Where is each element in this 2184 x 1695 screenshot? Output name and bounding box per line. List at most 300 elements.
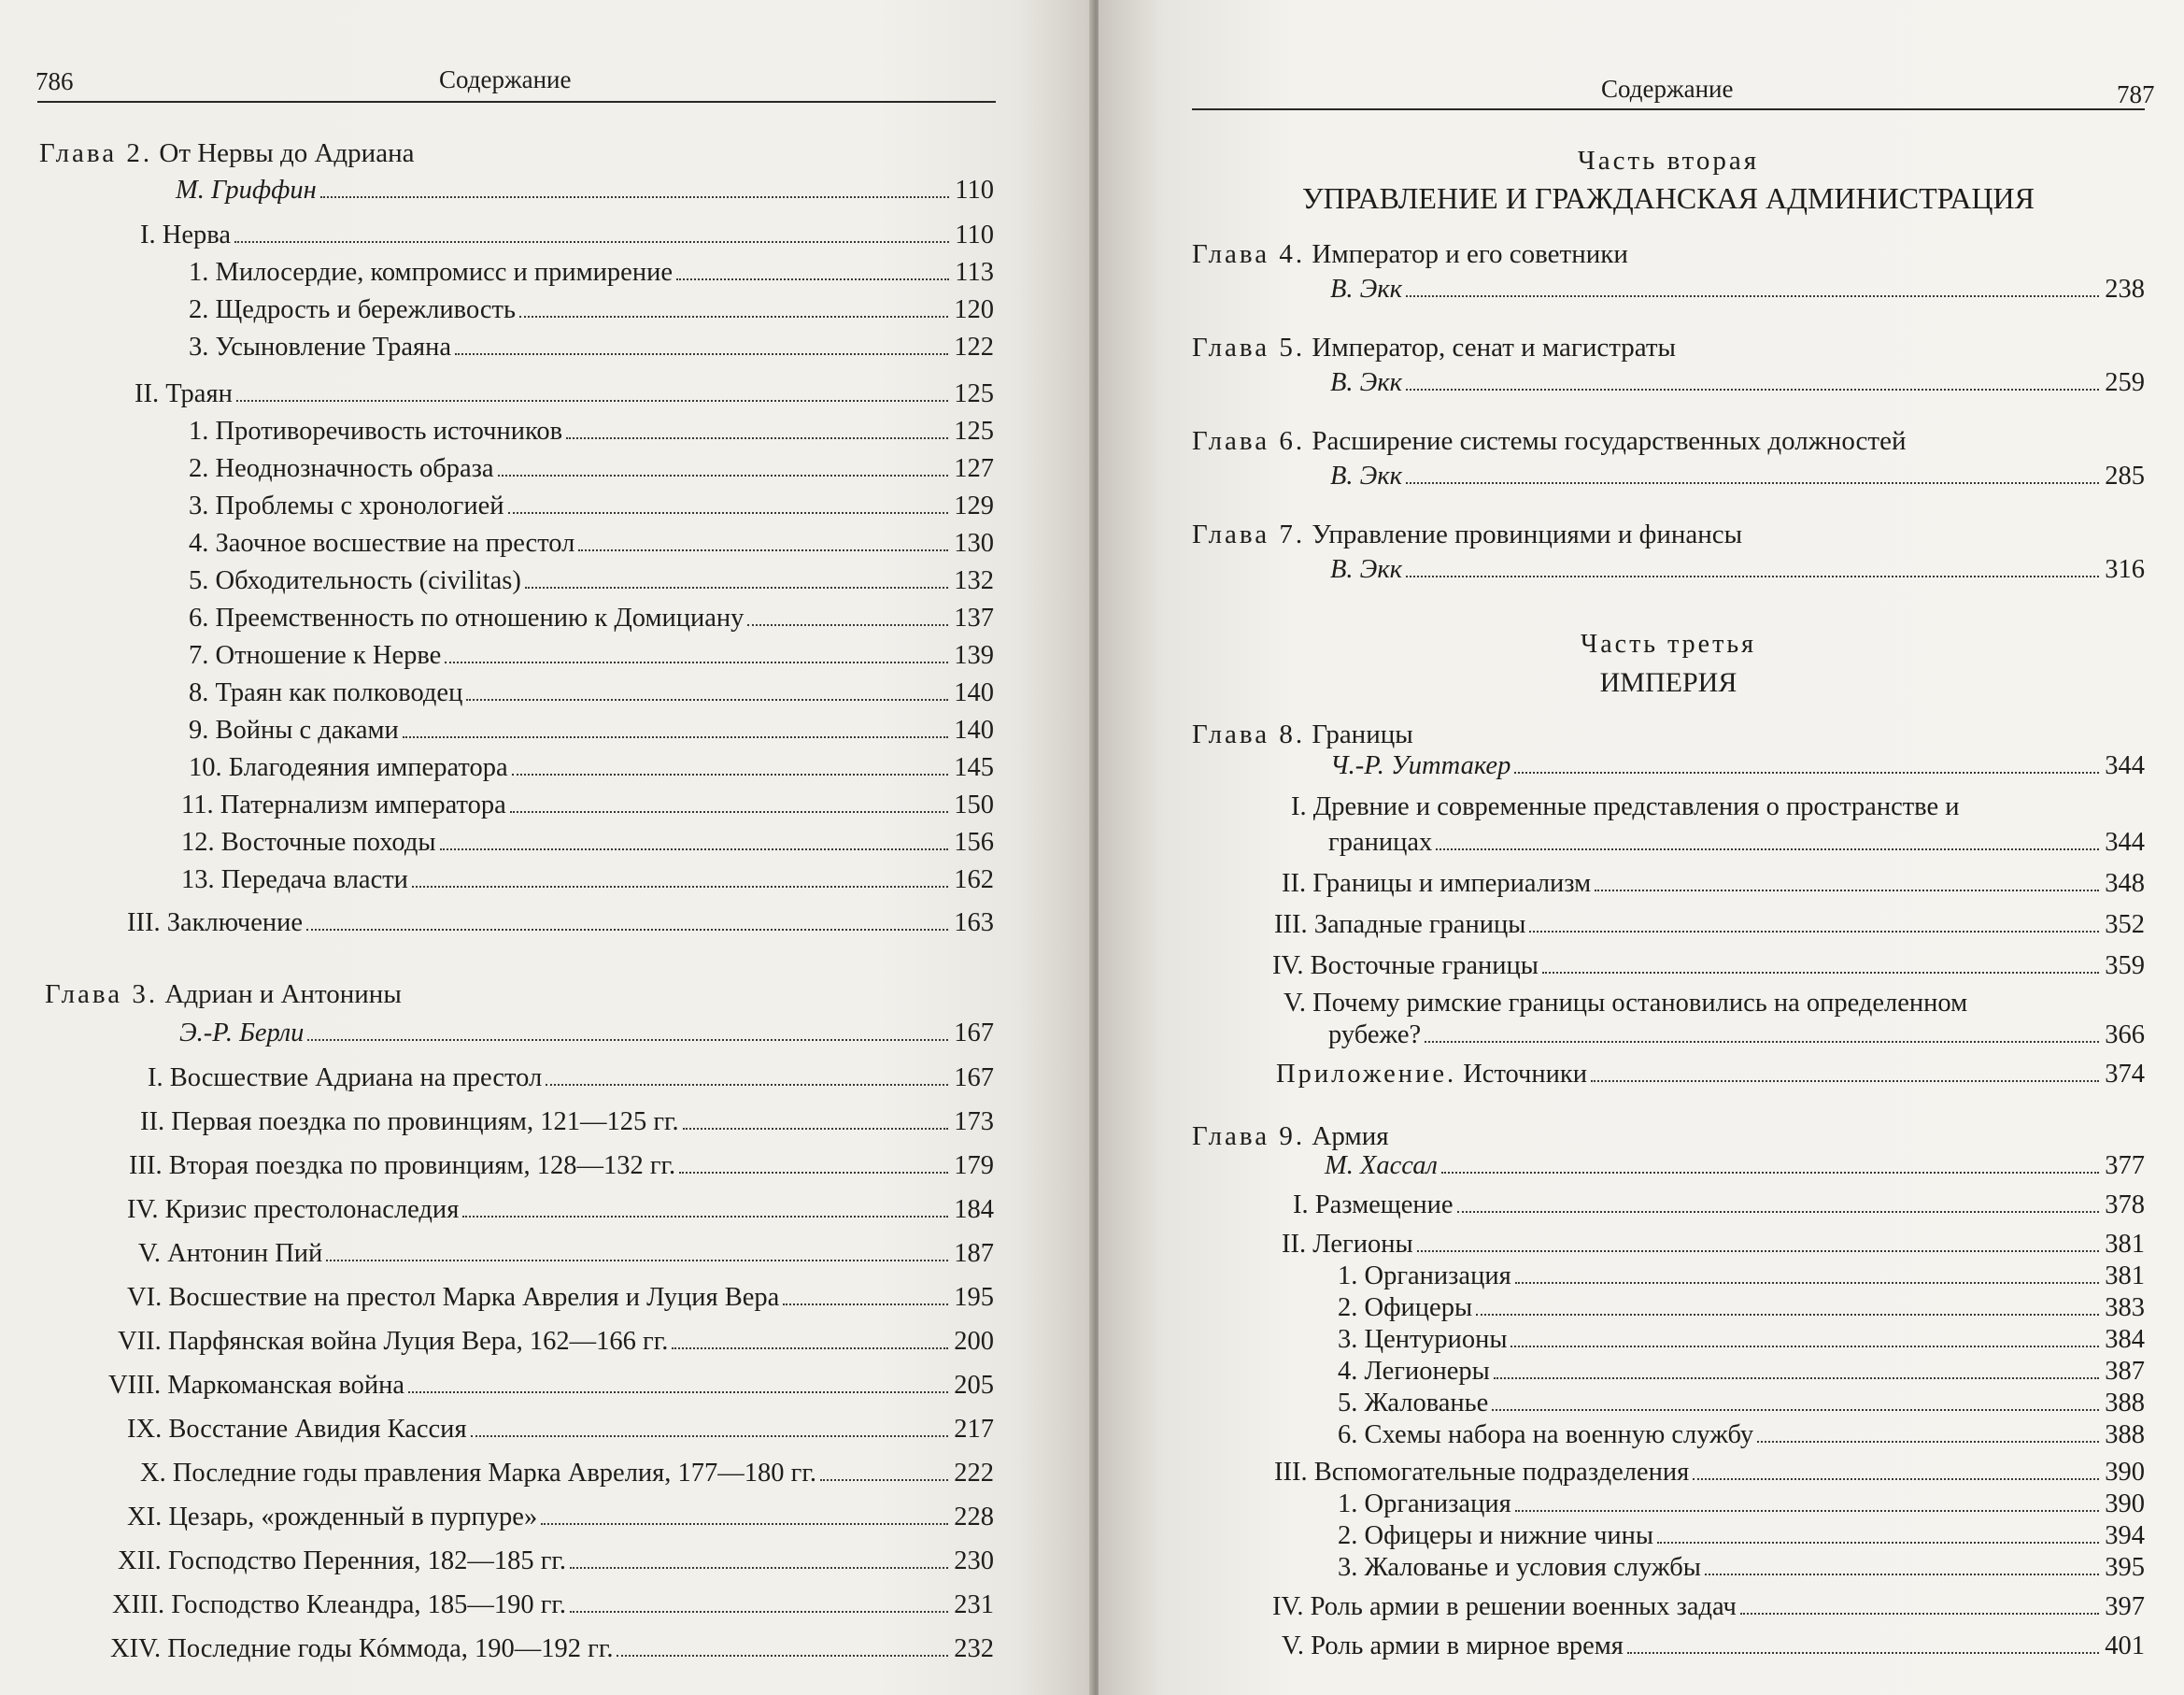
toc-entry[interactable] (1330, 462, 2145, 491)
toc-entry[interactable] (140, 1107, 994, 1137)
page-ref: 132 (954, 566, 994, 595)
entry-text: VI. (127, 1283, 163, 1312)
dot-leader (412, 886, 948, 888)
entry-text: 5. (1338, 1389, 1358, 1417)
toc-entry[interactable] (140, 221, 994, 250)
entry-text: IV. (127, 1195, 159, 1224)
entry-text: границах (1328, 828, 1433, 857)
entry-text: Западные границы (1313, 910, 1526, 939)
entry-text: Последние годы Кóммода, 190—192 гг. (167, 1634, 614, 1663)
entry-text (189, 566, 521, 596)
entry-text: II. (135, 379, 160, 408)
entry-text: III. (127, 908, 161, 937)
toc-entry[interactable] (1338, 1521, 2145, 1551)
entry-text: Границы и империализм (1312, 869, 1592, 898)
toc-entry[interactable] (138, 1239, 994, 1269)
toc-entry[interactable] (1330, 751, 2145, 781)
entry-text (1282, 869, 1591, 899)
entry-text: Схемы набора на военную службу (1364, 1420, 1754, 1449)
page-ref: 259 (2105, 368, 2145, 397)
page-ref: 195 (954, 1283, 994, 1312)
entry-text (110, 1634, 613, 1664)
entry-text (118, 1327, 668, 1357)
toc-entry[interactable] (189, 678, 994, 708)
page-ref: 344 (2105, 751, 2145, 780)
entry-text (1274, 1458, 1689, 1488)
page-ref: 228 (954, 1503, 994, 1531)
entry-text: 4. (189, 529, 209, 558)
page-ref: 125 (954, 417, 994, 446)
entry-text (1338, 1521, 1653, 1551)
chapter-heading (1192, 426, 1906, 457)
entry-text: I. (148, 1063, 163, 1092)
entry-text: Император и его советники (1312, 239, 1628, 269)
toc-entry[interactable] (118, 1546, 994, 1576)
toc-entry[interactable] (189, 529, 994, 559)
entry-text: 2. (1338, 1293, 1358, 1322)
entry-text: Вторая поездка по провинциям, 128—132 гг. (168, 1151, 676, 1180)
toc-entry[interactable] (189, 295, 994, 325)
page-ref: 167 (954, 1063, 994, 1092)
dot-leader (1757, 1441, 2099, 1443)
entry-text: Жалованье (1364, 1389, 1489, 1417)
page-ref: 127 (954, 454, 994, 483)
toc-entry[interactable] (181, 791, 994, 820)
entry-text (189, 604, 744, 634)
entry-text: Заочное восшествие на престол (215, 529, 575, 558)
dot-leader (1406, 295, 2099, 297)
entry-text: 10. (189, 753, 222, 782)
chapter-heading (1192, 239, 1628, 270)
entry-text (1272, 1592, 1737, 1622)
dot-leader (679, 1172, 948, 1174)
toc-entry[interactable] (1274, 910, 2145, 940)
entry-text: Господство Перенния, 182—185 гг. (167, 1546, 566, 1575)
entry-text: Размещение (1314, 1190, 1454, 1219)
entry-text: Древние и современные представления о пространстве и (1312, 792, 1960, 821)
entry-text: рубеже? (1328, 1020, 1422, 1049)
entry-text: XIII. (112, 1590, 165, 1619)
entry-text (1338, 1389, 1488, 1418)
toc-entry[interactable] (1338, 1261, 2145, 1291)
dot-leader (1591, 1080, 2099, 1082)
entry-text: III. (129, 1151, 163, 1180)
entry-text: I. (1291, 792, 1307, 821)
entry-text: III. (1274, 1458, 1308, 1487)
toc-entry[interactable] (1338, 1420, 2145, 1450)
dot-leader (546, 1084, 948, 1086)
toc-entry[interactable] (1338, 1553, 2145, 1583)
dot-leader (676, 278, 949, 280)
page-ref: 167 (954, 1018, 994, 1047)
part-title: УПРАВЛЕНИЕ И ГРАЖДАНСКАЯ АДМИНИСТРАЦИЯ (1302, 181, 2035, 215)
part-label: Часть третья (1581, 630, 1756, 659)
dot-leader (570, 1567, 948, 1569)
entry-text: Офицеры и нижние чины (1364, 1521, 1654, 1550)
toc-entry[interactable] (1330, 555, 2145, 585)
toc-entry[interactable] (127, 1195, 994, 1225)
entry-text (135, 379, 233, 409)
entry-text: Император, сенат и магистраты (1312, 333, 1677, 363)
toc-entry[interactable] (127, 1415, 994, 1445)
page-ref: 113 (955, 258, 994, 287)
page-ref: 348 (2105, 869, 2145, 898)
page-ref: 397 (2105, 1592, 2145, 1621)
dot-leader (1515, 1282, 2100, 1284)
toc-entry[interactable] (148, 1063, 994, 1093)
toc-entry[interactable] (118, 1327, 994, 1357)
entry-text: Патернализм императора (220, 791, 506, 819)
toc-entry[interactable] (189, 258, 994, 288)
dot-leader (1425, 1041, 2099, 1043)
toc-entry[interactable] (1338, 1489, 2145, 1519)
entry-text: 2. (1338, 1521, 1358, 1550)
entry-text: 1. (189, 417, 209, 446)
entry-text: Глава 4. (1192, 239, 1306, 269)
page-ref: 390 (2105, 1458, 2145, 1487)
entry-text (127, 1503, 537, 1532)
entry-text: 3. (1338, 1553, 1358, 1582)
dot-leader (519, 316, 948, 318)
page-ref: 173 (954, 1107, 994, 1136)
toc-entry[interactable] (1338, 1357, 2145, 1387)
entry-text: В. Экк (1330, 555, 1402, 584)
entry-text: II. (1282, 1230, 1307, 1259)
entry-text: Неоднозначность образа (215, 454, 494, 483)
page-ref: 388 (2105, 1389, 2145, 1417)
entry-text: Восшествие Адриана на престол (169, 1063, 543, 1092)
chapter-heading (39, 138, 414, 169)
toc-entry-line1[interactable] (1283, 989, 1967, 1018)
page-ref: 352 (2105, 910, 2145, 939)
page-ref: 401 (2105, 1631, 2145, 1660)
entry-text (181, 865, 408, 895)
entry-text (127, 1415, 467, 1445)
toc-entry[interactable] (181, 865, 994, 895)
entry-text: Роль армии в мирное время (1311, 1631, 1624, 1660)
entry-text: 3. (189, 491, 209, 520)
entry-text: Границы (1312, 719, 1413, 749)
entry-text: V. (1283, 989, 1307, 1018)
page-ref: 378 (2105, 1190, 2145, 1219)
chapter-heading (1192, 1121, 1389, 1152)
page-ref: 122 (954, 333, 994, 362)
entry-text: Армия (1312, 1121, 1389, 1151)
entry-text: V. (1282, 1631, 1305, 1660)
entry-text: XI. (127, 1503, 163, 1531)
dot-leader (510, 811, 948, 813)
page-ref: 222 (954, 1459, 994, 1488)
toc-entry[interactable] (179, 1018, 994, 1048)
dot-leader (1406, 389, 2099, 391)
toc-entry[interactable] (1338, 1389, 2145, 1418)
dot-leader (1436, 848, 2099, 850)
entry-text: Преемственность по отношению к Домициану (215, 604, 745, 633)
dot-leader (541, 1523, 948, 1525)
toc-entry[interactable] (135, 379, 994, 409)
toc-entry[interactable] (1330, 275, 2145, 305)
entry-text (1272, 951, 1539, 981)
toc-entry[interactable] (1276, 1060, 2145, 1090)
page-ref: 205 (954, 1371, 994, 1400)
toc-entry[interactable] (189, 753, 994, 783)
page-ref: 140 (954, 716, 994, 745)
dot-leader (326, 1260, 948, 1261)
toc-entry[interactable] (176, 176, 994, 206)
page-ref: 394 (2105, 1521, 2145, 1550)
entry-text (189, 333, 451, 363)
entry-text (1338, 1261, 1511, 1291)
toc-entry[interactable] (189, 454, 994, 484)
dot-leader (440, 848, 949, 850)
entry-text: Первая поездка по провинциям, 121—125 гг. (171, 1107, 679, 1136)
entry-text: Нерва (162, 221, 231, 249)
entry-text: Жалованье и условия службы (1364, 1553, 1701, 1582)
dot-leader (1417, 1250, 2100, 1252)
entry-text: Организация (1364, 1489, 1511, 1518)
page-ref: 156 (954, 828, 994, 857)
entry-text (127, 1283, 779, 1313)
entry-text (1282, 1230, 1413, 1260)
toc-entry[interactable] (1282, 1631, 2145, 1661)
entry-text: 1. (189, 258, 209, 287)
entry-text (189, 454, 494, 484)
dot-leader (570, 1611, 948, 1613)
page-ref: 110 (955, 176, 994, 205)
toc-entry[interactable] (189, 641, 994, 671)
dot-leader (234, 241, 949, 243)
entry-text: Цезарь, «рожденный в пурпуре» (168, 1503, 538, 1531)
dot-leader (525, 587, 948, 589)
chapter-heading (1192, 520, 1742, 550)
dot-leader (672, 1347, 948, 1349)
toc-entry[interactable] (127, 1283, 994, 1313)
page-ref: 120 (954, 295, 994, 324)
page-ref: 129 (954, 491, 994, 520)
entry-text: XII. (118, 1546, 162, 1575)
toc-entry[interactable] (112, 1590, 994, 1620)
entry-text: Глава 6. (1192, 426, 1306, 456)
page-ref: 162 (954, 865, 994, 894)
entry-text: Парфянская война Луция Вера, 162—166 гг. (167, 1327, 669, 1356)
entry-text (1338, 1325, 1507, 1355)
toc-entry[interactable] (1338, 1293, 2145, 1323)
dot-leader (1492, 1409, 2099, 1411)
entry-text: I. (1293, 1190, 1309, 1219)
entry-text: 6. (189, 604, 209, 633)
entry-text: Адриан и Антонины (164, 979, 402, 1009)
entry-text (127, 1195, 459, 1225)
dot-leader (1693, 1478, 2099, 1480)
entry-text (1276, 1060, 1587, 1090)
entry-text: 7. (189, 641, 209, 670)
entry-text: В. Экк (1330, 275, 1402, 304)
entry-text (108, 1371, 404, 1401)
dot-leader (1406, 482, 2099, 484)
page-ref: 388 (2105, 1420, 2145, 1449)
page-ref: 125 (954, 379, 994, 408)
toc-entry[interactable] (1274, 1458, 2145, 1488)
entry-text (112, 1590, 566, 1620)
page-ref: 184 (954, 1195, 994, 1224)
entry-text: Антонин Пий (167, 1239, 323, 1268)
toc-entry[interactable] (1328, 828, 2145, 858)
entry-text: IV. (1272, 1592, 1304, 1621)
entry-text: Траян (165, 379, 233, 408)
entry-text (140, 1107, 679, 1137)
dot-leader (403, 736, 948, 738)
dot-leader (578, 549, 948, 551)
page-ref: 381 (2105, 1230, 2145, 1259)
page-ref: 390 (2105, 1489, 2145, 1518)
page-ref: 130 (954, 529, 994, 558)
entry-text: 3. (189, 333, 209, 362)
entry-text: 3. (1338, 1325, 1358, 1354)
entry-text (181, 791, 506, 820)
entry-text: Глава 5. (1192, 333, 1306, 363)
entry-text (1338, 1293, 1472, 1323)
dot-leader (1515, 1510, 2100, 1512)
page-ref: 384 (2105, 1325, 2145, 1354)
dot-leader (1595, 890, 2099, 891)
entry-text: Ч.-Р. Уиттакер (1330, 751, 1511, 780)
dot-leader (1510, 1346, 2099, 1347)
toc-entry[interactable] (1338, 1325, 2145, 1355)
entry-text: 13. (181, 865, 215, 894)
toc-entry[interactable] (1293, 1190, 2145, 1220)
dot-leader (466, 699, 948, 701)
dot-leader (566, 437, 948, 439)
toc-entry[interactable] (1328, 1020, 2145, 1050)
entry-text: Господство Клеандра, 185—190 гг. (171, 1590, 567, 1619)
toc-entry[interactable] (189, 716, 994, 746)
entry-text (1338, 1489, 1511, 1519)
entry-text: VIII. (108, 1371, 162, 1400)
entry-text: II. (140, 1107, 165, 1136)
page-ref: 383 (2105, 1293, 2145, 1322)
page-ref: 140 (954, 678, 994, 707)
page-ref: 231 (954, 1590, 994, 1619)
toc-entry[interactable] (1272, 1592, 2145, 1622)
toc-entry[interactable] (1325, 1151, 2145, 1181)
entry-text (118, 1546, 566, 1576)
entry-text: В. Экк (1330, 368, 1402, 397)
toc-entry[interactable] (189, 491, 994, 521)
toc-entry[interactable] (189, 417, 994, 447)
entry-text: 6. (1338, 1420, 1358, 1449)
entry-text: Щедрость и бережливость (215, 295, 517, 324)
dot-leader (1406, 576, 2099, 577)
entry-text (1293, 1190, 1454, 1220)
part-title: ИМПЕРИЯ (1599, 667, 1737, 698)
dot-leader (1542, 972, 2099, 974)
toc-entry[interactable] (108, 1371, 994, 1401)
toc-entry-line1[interactable] (1291, 792, 1960, 822)
entry-text (189, 295, 516, 325)
toc-entry[interactable] (127, 908, 994, 938)
entry-text (1338, 1420, 1753, 1450)
page-ref: 377 (2105, 1151, 2145, 1180)
dot-leader (498, 475, 949, 477)
dot-leader (455, 353, 948, 355)
entry-text: Восточные границы (1310, 951, 1539, 980)
entry-text: Восстание Авидия Кассия (168, 1415, 467, 1444)
page-number: 787 (2117, 80, 2155, 108)
entry-text: Легионы (1312, 1230, 1413, 1259)
toc-entry[interactable] (189, 566, 994, 596)
entry-text: Глава 7. (1192, 520, 1306, 549)
entry-text (189, 258, 673, 288)
entry-text: III. (1274, 910, 1308, 939)
page-number: 786 (35, 67, 74, 95)
entry-text: II. (1282, 869, 1307, 898)
entry-text: Э.-Р. Берли (179, 1018, 305, 1047)
dot-leader (1457, 1211, 2100, 1213)
page-ref: 179 (954, 1151, 994, 1180)
entry-text: 4. (1338, 1357, 1358, 1386)
entry-text (140, 221, 231, 250)
toc-entry[interactable] (127, 1503, 994, 1532)
toc-entry[interactable] (189, 333, 994, 363)
dot-leader (236, 400, 948, 402)
dot-leader (508, 512, 949, 514)
toc-entry[interactable] (1282, 1230, 2145, 1260)
entry-text (189, 753, 508, 783)
toc-entry[interactable] (129, 1151, 994, 1181)
page-ref: 137 (954, 604, 994, 633)
page-ref: 145 (954, 753, 994, 782)
toc-entry[interactable] (1272, 951, 2145, 981)
entry-text: 12. (181, 828, 215, 857)
entry-text: Глава 9. (1192, 1121, 1306, 1151)
page-ref: 150 (954, 791, 994, 819)
toc-entry[interactable] (1330, 368, 2145, 398)
entry-text: 9. (189, 716, 209, 745)
chapter-heading (1192, 333, 1676, 363)
toc-entry[interactable] (1282, 869, 2145, 899)
page-ref: 230 (954, 1546, 994, 1575)
entry-text (181, 828, 436, 858)
entry-text: Глава 2. (39, 138, 153, 168)
toc-entry[interactable] (140, 1459, 994, 1488)
dot-leader (783, 1303, 948, 1305)
entry-text: Глава 8. (1192, 719, 1306, 749)
chapter-heading (45, 979, 402, 1010)
entry-text: Милосердие, компромисс и примирение (215, 258, 673, 287)
entry-text: М. Хассал (1325, 1151, 1438, 1180)
entry-text (1338, 1357, 1490, 1387)
dot-leader (306, 929, 948, 931)
entry-text: Обходительность (civilitas) (215, 566, 521, 595)
page-ref: 366 (2105, 1020, 2145, 1049)
entry-text: От Нервы до Адриана (159, 138, 415, 168)
entry-text: Управление провинциями и финансы (1312, 520, 1743, 549)
entry-text: XIV. (110, 1634, 162, 1663)
page-ref: 217 (954, 1415, 994, 1444)
dot-leader (617, 1655, 948, 1657)
entry-text (1282, 1631, 1624, 1661)
dot-leader (1476, 1314, 2099, 1316)
entry-text: Расширение системы государственных должностей (1312, 426, 1907, 456)
entry-text: Кризис престолонаследия (164, 1195, 460, 1224)
toc-entry[interactable] (189, 604, 994, 634)
page-ref: 359 (2105, 951, 2145, 980)
toc-entry[interactable] (181, 828, 994, 858)
entry-text: Последние годы правления Марка Аврелия, 177—180 гг. (172, 1459, 816, 1488)
entry-text: X. (140, 1459, 166, 1488)
page-ref: 316 (2105, 555, 2145, 584)
toc-entry[interactable] (110, 1634, 994, 1664)
